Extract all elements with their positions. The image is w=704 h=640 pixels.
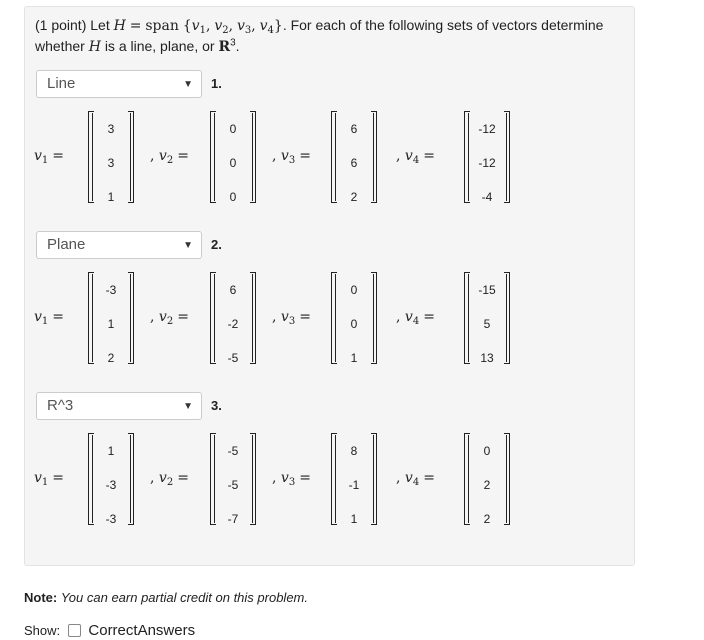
show-label: Show: <box>24 623 61 638</box>
vector-entry: -2 <box>227 317 239 331</box>
vector-label-v4: , $v_4$ = <box>396 470 435 488</box>
vector-entry: 3 <box>107 156 115 170</box>
vector-entry: 0 <box>229 122 237 136</box>
vector-entry: 6 <box>350 122 358 136</box>
vector-entry: 1 <box>350 512 358 526</box>
vector-entry: 6 <box>350 156 358 170</box>
part-1 <box>0 70 704 230</box>
vector-entry: -7 <box>227 512 239 526</box>
vector-entry: -5 <box>227 478 239 492</box>
vector-entry: -3 <box>105 478 117 492</box>
part-2 <box>0 231 704 391</box>
vector-label-v2: , $v_2$ = <box>150 470 189 488</box>
vector-entry: 0 <box>229 190 237 204</box>
vector-label-v1: $v_1$ = <box>34 309 65 327</box>
vector-label-v2: , $v_2$ = <box>150 309 189 327</box>
vector-entry: -1 <box>348 478 360 492</box>
answer-select-part-2[interactable] <box>36 231 202 259</box>
vector-label-v4: , $v_4$ = <box>396 148 435 166</box>
vector-label-v2: , $v_2$ = <box>150 148 189 166</box>
vector-entry: -4 <box>481 190 493 204</box>
vector-label-v1: $v_1$ = <box>34 148 65 166</box>
partial-credit-note: Note: You can earn partial credit on this problem. <box>24 590 308 605</box>
vector-label-v3: , $v_3$ = <box>272 148 311 166</box>
vector-entry: 2 <box>483 512 491 526</box>
vector-label-v1: $v_1$ = <box>34 470 65 488</box>
vector-entry: 0 <box>350 283 358 297</box>
dropdown-arrow-icon: ▼ <box>183 401 193 412</box>
answer-select-value: Line <box>47 75 76 92</box>
vector-entry: 1 <box>107 190 115 204</box>
vector-entry: 0 <box>229 156 237 170</box>
part-number: 1. <box>211 76 222 91</box>
vector-entry: 1 <box>107 317 115 331</box>
vector-entry: 1 <box>350 351 358 365</box>
vector-label-v3: , $v_3$ = <box>272 309 311 327</box>
vector-entry: -3 <box>105 512 117 526</box>
dropdown-arrow-icon: ▼ <box>183 240 193 251</box>
vector-entry: 2 <box>483 478 491 492</box>
vector-entry: -15 <box>478 283 496 297</box>
vector-entry: -5 <box>227 444 239 458</box>
part-3 <box>0 392 704 552</box>
vector-entry: 3 <box>107 122 115 136</box>
answer-select-part-1[interactable] <box>36 70 202 98</box>
vector-label-v4: , $v_4$ = <box>396 309 435 327</box>
dropdown-arrow-icon: ▼ <box>183 79 193 90</box>
answer-select-part-3[interactable] <box>36 392 202 420</box>
vector-entry: 8 <box>350 444 358 458</box>
vector-entry: 1 <box>107 444 115 458</box>
vector-entry: 0 <box>483 444 491 458</box>
vector-label-v3: , $v_3$ = <box>272 470 311 488</box>
part-number: 2. <box>211 237 222 252</box>
vector-entry: 6 <box>229 283 237 297</box>
answer-select-value: R^3 <box>47 397 74 414</box>
vector-entry: 2 <box>107 351 115 365</box>
vector-entry: -3 <box>105 283 117 297</box>
vector-entry: 5 <box>483 317 491 331</box>
vector-entry: -12 <box>478 156 496 170</box>
vector-entry: -5 <box>227 351 239 365</box>
answer-select-value: Plane <box>47 236 86 253</box>
vector-entry: 0 <box>350 317 358 331</box>
part-number: 3. <box>211 398 222 413</box>
correct-answers-checkbox[interactable] <box>68 624 81 637</box>
vector-entry: 2 <box>350 190 358 204</box>
vector-entry: -12 <box>478 122 496 136</box>
vector-entry: 13 <box>480 351 494 365</box>
show-answers-row <box>24 622 195 639</box>
correct-answers-label[interactable]: CorrectAnswers <box>88 622 196 639</box>
problem-statement: (1 point) Let H = span {$v_1$, $v_2$, $v_3$, $v_4$}. For each of the following sets of vectors determine whether H is a line, plane, or $R^3$. <box>35 17 604 55</box>
